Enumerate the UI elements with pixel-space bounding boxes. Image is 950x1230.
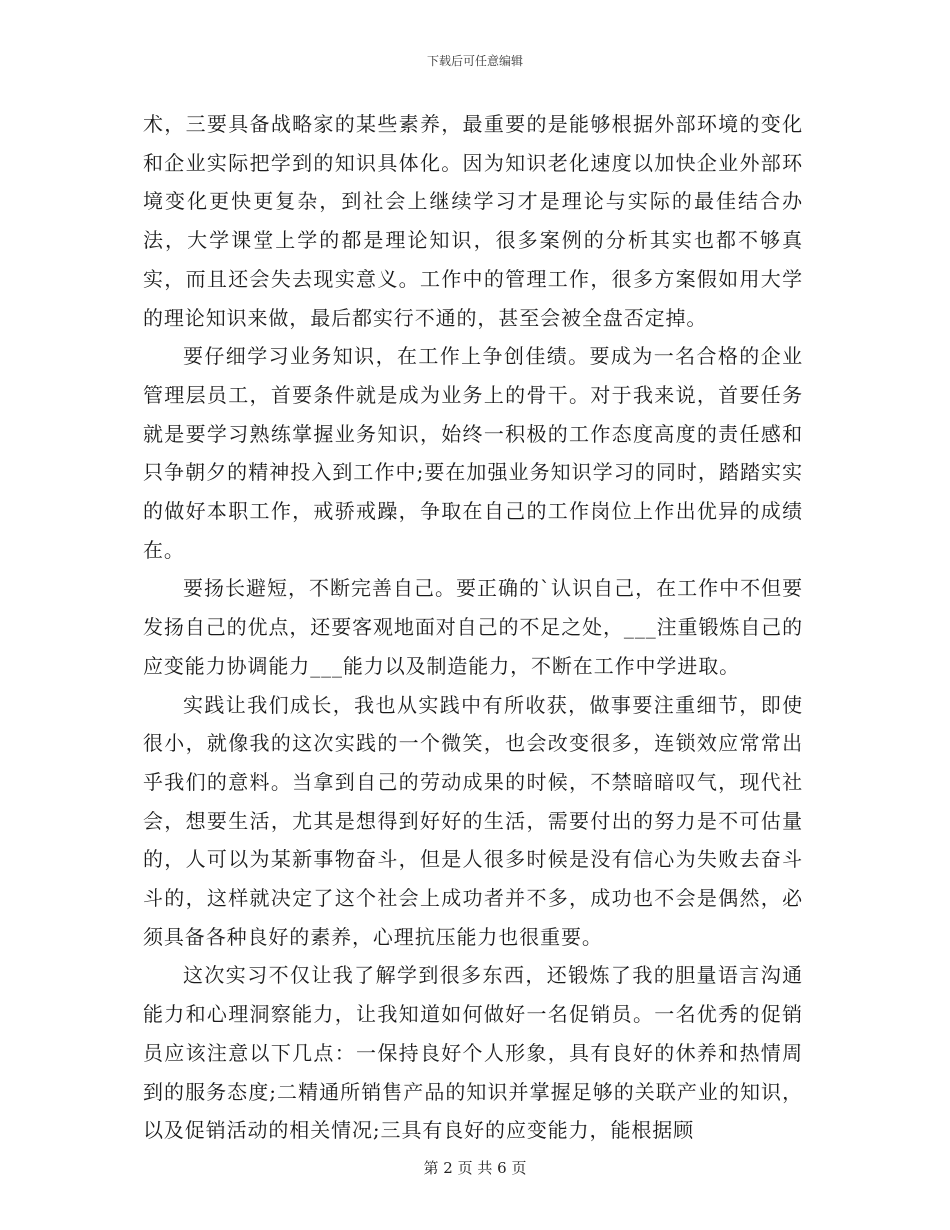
page-footer: 第 2 页 共 6 页 xyxy=(423,1159,527,1177)
paragraph-continuation: 术，三要具备战略家的某些素养，最重要的是能够根据外部环境的变化和企业实际把学到的知识具体化。因为知识老化速度以加快企业外部环境变化更快更复杂，到社会上继续学习才是理论与实际的最佳结合办法，大学课堂上学的都是理论知识，很多案例的分析其实也都不够真实，而且还会失去现实意义。工作中的管理工作，很多方案假如用大学的理论知识来做，最后都实行不通的，甚至会被全盘否定掉。 xyxy=(143,112,803,330)
paragraph: 要扬长避短，不断完善自己。要正确的`认识自己，在工作中不但要发扬自己的优点，还要客观地面对自己的不足之处，___注重锻炼自己的应变能力协调能力___能力以及制造能力，不断在工作中学进取。 xyxy=(143,576,803,678)
paragraph: 实践让我们成长，我也从实践中有所收获，做事要注重细节，即使很小，就像我的这次实践的一个微笑，也会改变很多，连锁效应常常出乎我们的意料。当拿到自己的劳动成果的时候，不禁暗暗叹气，现代社会，想要生活，尤其是想得到好好的生活，需要付出的努力是不可估量的，人可以为某新事物奋斗，但是人很多时候是没有信心为失败去奋斗斗的，这样就决定了这个社会上成功者并不多，成功也不会是偶然，必须具备各种良好的素养，心理抗压能力也很重要。 xyxy=(143,692,803,949)
paragraph: 要仔细学习业务知识，在工作上争创佳绩。要成为一名合格的企业管理层员工，首要条件就是成为业务上的骨干。对于我来说，首要任务就是要学习熟练掌握业务知识，始终一积极的工作态度高度的责任感和只争朝夕的精神投入到工作中;要在加强业务知识学习的同时，踏踏实实的做好本职工作，戒骄戒躁，争取在自己的工作岗位上作出优异的成绩在。 xyxy=(143,344,803,562)
page-header: 下载后可任意编辑 xyxy=(426,54,523,68)
paragraph: 这次实习不仅让我了解学到很多东西，还锻炼了我的胆量语言沟通能力和心理洞察能力，让我知道如何做好一名促销员。一名优秀的促销员应该注意以下几点：一保持良好个人形象，具有良好的休养和热情周到的服务态度;二精通所销售产品的知识并掌握足够的关联产业的知识，以及促销活动的相关情况;三具有良好的应变能力，能根据顾 xyxy=(143,963,803,1143)
document-body xyxy=(143,105,803,1150)
